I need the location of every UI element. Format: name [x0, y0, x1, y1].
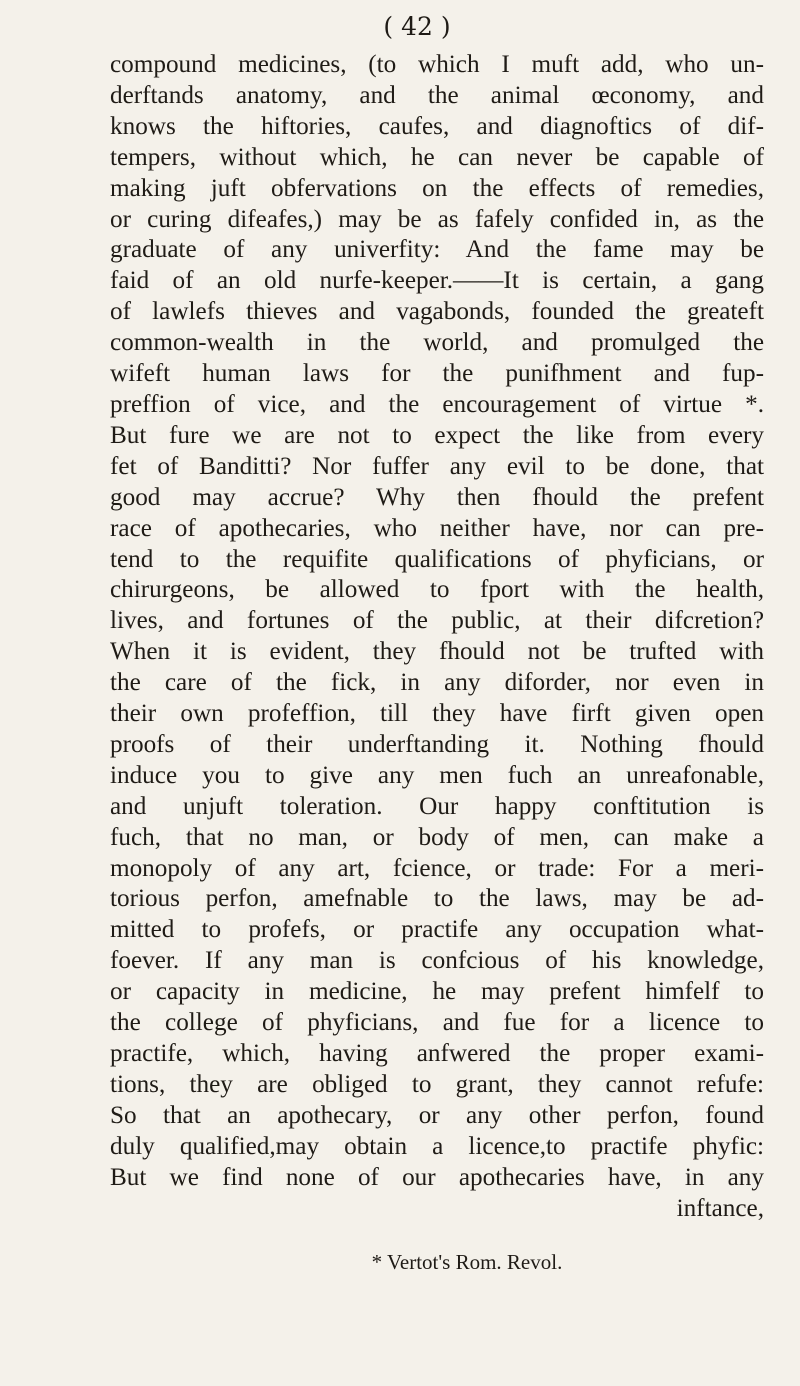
text-line: duly qualified,may obtain a licence,to practife phyfic: — [110, 1132, 764, 1160]
text-line: graduate of any univerfity: And the fame may be — [110, 236, 764, 264]
text-line: tions, they are obliged to grant, they cannot refufe: — [110, 1070, 764, 1098]
text-line: or capacity in medicine, he may prefent himfelf to — [110, 978, 764, 1006]
text-line: practife, which, having anfwered the proper exami- — [110, 1040, 764, 1067]
text-line: making juft obfervations on the effects of remedies, — [110, 174, 764, 202]
text-line: their own profeffion, till they have firft given open — [110, 700, 764, 728]
text-line: lives, and fortunes of the public, at their difcretion? — [110, 607, 764, 635]
body-text — [110, 50, 764, 1224]
text-line: compound medicines, (to which I muft add, who un- — [110, 51, 764, 78]
footnote: * Vertot's Rom. Revol. — [371, 1250, 563, 1275]
text-line: torious perfon, amefnable to the laws, may be ad- — [110, 885, 764, 913]
text-line: derftands anatomy, and the animal œconomy, and — [110, 81, 764, 109]
text-line: But fure we are not to expect the like from every — [110, 421, 764, 449]
text-line: and unjuft toleration. Our happy conftitution is — [110, 792, 764, 820]
text-line: wifeft human laws for the punifhment and fup- — [110, 360, 764, 388]
text-line: preffion of vice, and the encouragement of virtue *. — [110, 390, 764, 418]
page-number-header: ( 42 ) — [383, 12, 451, 41]
text-line: fet of Banditti? Nor fuffer any evil to be done, that — [110, 452, 764, 480]
catchword: inftance, — [676, 1194, 764, 1222]
text-line: good may accrue? Why then fhould the prefent — [110, 483, 764, 511]
text-line: tempers, without which, he can never be capable of — [110, 143, 764, 171]
text-line: tend to the requifite qualifications of phyficians, or — [110, 545, 764, 573]
text-line: the college of phyficians, and fue for a licence to — [110, 1009, 764, 1037]
text-line: race of apothecaries, who neither have, nor can pre- — [110, 514, 764, 542]
text-line: So that an apothecary, or any other perfon, found — [110, 1101, 764, 1129]
text-line: chirurgeons, be allowed to fport with the health, — [110, 576, 764, 604]
text-line: fuch, that no man, or body of men, can make a — [110, 823, 764, 851]
text-line: the care of the fick, in any diforder, nor even in — [110, 669, 764, 697]
text-line: mitted to profefs, or practife any occupation what- — [110, 916, 764, 944]
text-line: foever. If any man is confcious of his knowledge, — [110, 947, 764, 975]
text-line: induce you to give any men fuch an unreafonable, — [110, 761, 764, 789]
text-line: proofs of their underftanding it. Nothing fhould — [110, 730, 764, 758]
text-line: monopoly of any art, fcience, or trade: For a meri- — [110, 854, 764, 882]
text-line: knows the hiftories, caufes, and diagnoftics of dif- — [110, 112, 764, 140]
text-line: of lawlefs thieves and vagabonds, founded the greateft — [110, 298, 764, 326]
text-line: common-wealth in the world, and promulged the — [110, 329, 764, 357]
text-line: When it is evident, they fhould not be trufted with — [110, 638, 764, 666]
text-line: But we find none of our apothecaries have, in any — [110, 1163, 764, 1191]
text-line: faid of an old nurfe-keeper.——It is certain, a gang — [110, 267, 764, 295]
text-line: or curing difeafes,) may be as fafely confided in, as the — [110, 205, 764, 233]
